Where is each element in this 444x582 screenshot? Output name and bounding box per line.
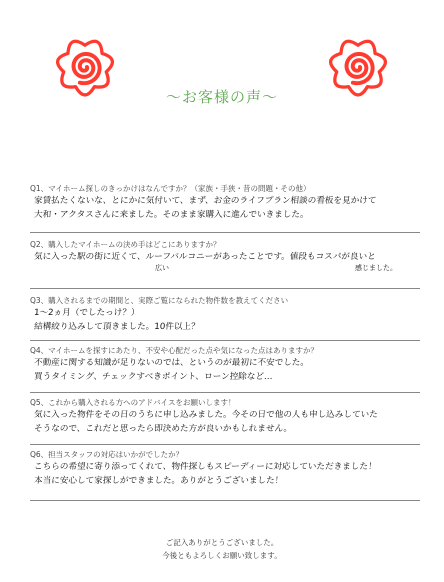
footer (0, 536, 444, 562)
question-2: Q2、購入したマイホームの決め手はどこにありますか？ (30, 240, 221, 249)
divider (30, 500, 420, 501)
answer-1-line-2: 大和・アクタスさんに来ました。そのまま家購入に進んでいきました。 (33, 210, 309, 220)
question-1: Q1、マイホーム探しのきっかけはなんですか？（家族・手狭・昔の問題・その他） (30, 184, 311, 193)
answer-3-line-2: 結構絞り込みして頂きました。10件以上？ (33, 322, 200, 332)
divider (30, 444, 420, 445)
divider (30, 392, 420, 393)
divider (30, 232, 420, 233)
qa-block-2 (30, 240, 420, 276)
answer-4-line-2: 買うタイミング、チェックすべきポイント、ローン控除など… (33, 372, 273, 382)
divider (30, 288, 420, 289)
qa-block-6 (30, 450, 420, 488)
answer-5-line-2: そうなので、これだと思ったら即決めた方が良いかもしれません。 (33, 424, 293, 434)
divider (30, 340, 420, 341)
answer-6-line-1: こちらの希望に寄り添ってくれて、物件探しもスピーディーに対応していただきました！ (33, 462, 377, 472)
qa-block-4 (30, 346, 420, 384)
question-5: Q5、これから購入される方へのアドバイスをお願いします！ (30, 398, 236, 407)
question-3: Q3、購入されるまでの期間と、実際ご覧になられた物件数を教えてください (30, 296, 289, 305)
answer-2-line-1: 気に入った駅の街に近くて、ルーフバルコニーがあったことです。値段もコスパが良いと (33, 252, 377, 262)
qa-block-3 (30, 296, 420, 334)
page-title: 〜お客様の声〜 (165, 88, 278, 106)
answer-1-line-1: 家賃払たくないな、とにかに気付いて、まず、お金のライフプラン相談の看板を見かけて (33, 196, 377, 206)
footer-line-2: 今後ともよろしくお願い致します。 (162, 551, 282, 560)
question-4: Q4、マイホームを探すにあたり、不安や心配だった点や気になった点はありますか？ (30, 346, 319, 355)
answer-2-note-2: 感じました。 (355, 264, 397, 272)
answer-5-line-1: 気に入った物件をその日のうちに申し込みました。今その日で他の人も申し込みしていた (33, 410, 379, 420)
answer-3-line-1: 1〜2ヵ月（でしたっけ？） (33, 308, 140, 318)
qa-block-5 (30, 398, 420, 436)
qa-block-1 (30, 184, 420, 222)
answer-6-line-2: 本当に安心して家探しができました。ありがとうございました！ (33, 476, 284, 486)
answer-4-line-1: 不動産に関する知識が足りないのでは、というのが最初に不安でした。 (33, 358, 310, 368)
answer-2-note-1: 広い (155, 264, 169, 272)
footer-line-1: ご記入ありがとうございました。 (165, 538, 279, 547)
question-6: Q6、担当スタッフの対応はいかがでしたか？ (30, 450, 184, 459)
